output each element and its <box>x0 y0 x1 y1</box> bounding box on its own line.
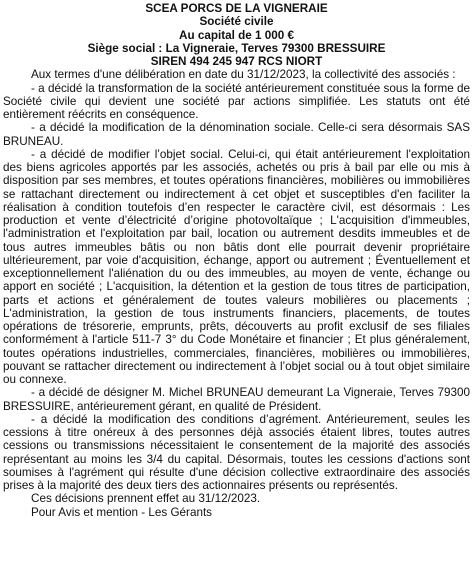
effective-date: Ces décisions prennent effet au 31/12/2023. <box>31 492 261 506</box>
decision-president: - a décidé de désigner M. Michel BRUNEAU demeurant La Vigneraie, Terves 79300 BRESSUIRE, antérieurement gérant, en qualité de Président. <box>3 386 470 413</box>
siren-number: SIREN 494 245 947 RCS NIORT <box>150 55 323 68</box>
legal-form: Société civile <box>199 15 274 29</box>
share-capital: Au capital de 1 000 € <box>179 28 294 42</box>
decision-company-name: - a décidé la modification de la dénomination sociale. Celle-ci sera désormais SAS BRUNEAU. <box>3 121 470 148</box>
intro-paragraph: Aux termes d'une délibération en date du 31/12/2023, la collectivité des associés : <box>31 68 456 82</box>
decision-approval-conditions: - a décidé la modification des conditions d’agrément. Antérieurement, seules les cessions à titre onéreux à des personnes déjà associés étaient libres, toutes autres cessions ou transmissions nécessitaient le consentement de la majorité des associés représentant au moins les 3/4 du capital. Désormais, toutes les cessions d'actions sont soumises à l'agrément qui résulte d'une décision collective extraordinaire des associés prises à la majorité des deux tiers des actionnaires présents ou représentés. <box>3 412 470 492</box>
company-name: SCEA PORCS DE LA VIGNERAIE <box>145 2 328 15</box>
decision-corporate-purpose: - a décidé de modifier l’objet social. Celui-ci, qui était antérieurement l'exploitation des biens agricoles apportés par les associés, achetés ou pris à bail par elle ou mis à disposition par ses membres, et toutes opérations financières, mobilières ou immobilières se rattachant directement ou indirectement à cet objet et susceptibles d'en faciliter la réalisation à condition toutefois d’en respecter le caractère civil, est désormais : Les production et vente d’électricité d’origine photovoltaïque ; L'acquisition d'immeubles, l'administration et l'exploitation par bail, location ou autrement desdits immeubles et de tous autres immeubles bâtis ou non bâtis dont elle pourrait devenir propriétaire ultérieurement, par voie d'acquisition, échange, apport ou autrement ; Éventuellement et exceptionnellement l'aliénation du ou des immeubles, au moyen de vente, échange ou apport en société ; L'acquisition, la détention et la gestion de tous titres de participation, parts et actions et généralement de toutes valeurs mobilières ou placements ; L'administration, la gestion de tous instruments financiers, placements, de toutes opérations de trésorerie, emprunts, prêts, découverts au profit exclusif de ses filiales conformément à l'article 511-7 3° du Code Monétaire et financier ; Et plus généralement, toutes opérations industrielles, commerciales, financières, mobilières ou immobilières, pouvant se rattacher directement ou indirectement à l’objet social ou à tout objet similaire ou connexe. <box>3 147 470 386</box>
decision-transformation: - a décidé la transformation de la société antérieurement constituée sous la forme de Société civile qui devient une société par actions simplifiée. Les statuts ont été entièrement réécrits en conséquence. <box>3 81 470 121</box>
signature-line: Pour Avis et mention - Les Gérants <box>31 505 213 519</box>
head-office: Siège social : La Vigneraie, Terves 79300 BRESSUIRE <box>87 41 386 55</box>
